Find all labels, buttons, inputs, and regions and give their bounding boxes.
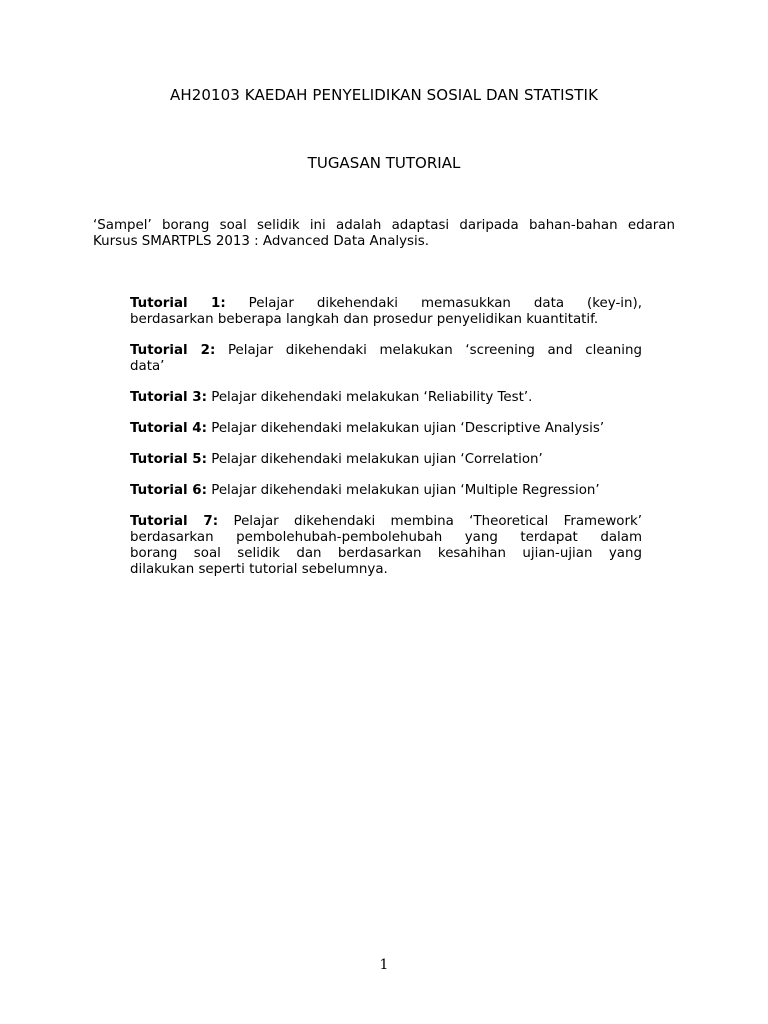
tutorial-label: Tutorial 5: xyxy=(130,452,207,467)
tutorial-text: Pelajar dikehendaki melakukan ‘screening and cleaning xyxy=(227,343,642,358)
tutorial-label: Tutorial 6: xyxy=(130,483,207,498)
tutorial-item-3 xyxy=(130,390,642,406)
tutorial-text: berdasarkan pembolehubah-pembolehubah yang terdapat dalam xyxy=(130,530,642,545)
tutorial-item-4 xyxy=(130,421,642,437)
document-heading: TUGASAN TUTORIAL xyxy=(307,154,461,172)
tutorial-text: borang soal selidik dan berdasarkan kesahihan ujian-ujian yang xyxy=(130,546,642,561)
tutorial-label: Tutorial 2: xyxy=(130,343,216,358)
tutorial-text: Pelajar dikehendaki membina ‘Theoretical Framework’ xyxy=(233,514,642,529)
tutorial-label: Tutorial 1: xyxy=(130,296,226,311)
page-number: 1 xyxy=(379,957,389,973)
course-title: AH20103 KAEDAH PENYELIDIKAN SOSIAL DAN STATISTIK xyxy=(169,86,599,104)
tutorial-label: Tutorial 3: xyxy=(130,390,207,405)
tutorial-text: Pelajar dikehendaki melakukan ujian ‘Correlation’ xyxy=(211,452,543,467)
tutorial-text: dilakukan seperti tutorial sebelumnya. xyxy=(130,562,388,577)
tutorial-item-6 xyxy=(130,483,642,499)
tutorial-text: Pelajar dikehendaki melakukan ujian ‘Descriptive Analysis’ xyxy=(211,421,605,436)
tutorial-item-7 xyxy=(130,514,642,578)
tutorial-item-5 xyxy=(130,452,642,468)
tutorial-text: Pelajar dikehendaki melakukan ujian ‘Multiple Regression’ xyxy=(211,483,600,498)
intro-line: ‘Sampel’ borang soal selidik ini adalah adaptasi daripada bahan-bahan edaran xyxy=(93,218,675,233)
tutorial-text: Pelajar dikehendaki melakukan ‘Reliability Test’. xyxy=(211,390,533,405)
tutorial-label: Tutorial 7: xyxy=(130,514,219,529)
tutorial-text: Pelajar dikehendaki memasukkan data (key-in), xyxy=(248,296,642,311)
tutorial-item-1 xyxy=(130,296,642,328)
intro-line: Kursus SMARTPLS 2013 : Advanced Data Analysis. xyxy=(93,234,429,249)
intro-paragraph xyxy=(93,218,675,250)
tutorial-label: Tutorial 4: xyxy=(130,421,207,436)
tutorial-text: berdasarkan beberapa langkah dan prosedur penyelidikan kuantitatif. xyxy=(130,312,599,327)
tutorial-text: data’ xyxy=(130,359,165,374)
tutorial-list xyxy=(130,296,642,593)
tutorial-item-2 xyxy=(130,343,642,375)
